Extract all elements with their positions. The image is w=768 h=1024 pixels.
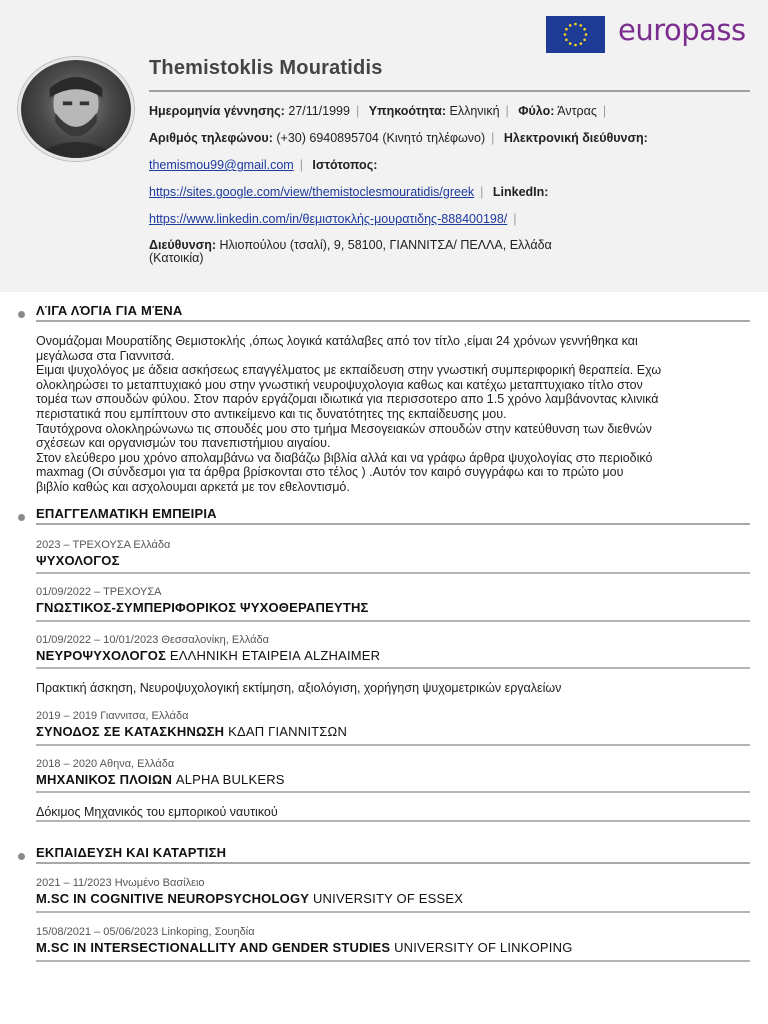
europass-wordmark: europass	[618, 13, 746, 47]
experience-title	[36, 772, 285, 787]
education-institution: UNIVERSITY OF ESSEX	[312, 891, 464, 906]
separator: |	[491, 131, 495, 145]
education-title	[36, 891, 463, 906]
birth-label: Ημερομηνία γέννησης:	[149, 104, 285, 118]
experience-role: ΓΝΩΣΤΙΚΟΣ-ΣΥΜΠΕΡΙΦΟΡΙΚΟΣ ΨΥΧΟΘΕΡΑΠΕΥΤΗΣ	[36, 600, 369, 615]
experience-title	[36, 553, 120, 568]
section-divider	[36, 862, 750, 864]
experience-role: ΜΗΧΑΝΙΚΟΣ ΠΛΟΙΩΝ	[36, 772, 173, 787]
separator: |	[602, 104, 607, 118]
experience-meta: 2023 – ΤΡΕΧΟΥΣΑ Ελλάδα	[36, 539, 171, 551]
experience-meta: 01/09/2022 – 10/01/2023 Θεσσαλονίκη, Ελλάδα	[36, 634, 269, 646]
experience-description: Δόκιμος Μηχανικός του εμπορικού ναυτικού	[36, 805, 278, 819]
experience-org: ΕΛΛΗΝΙΚΗ ΕΤΑΙΡΕΙΑ ALZHAIMER	[169, 648, 381, 663]
about-line: ολοκληρώσει το μεταπτυχιακό μου στην γνωστική νευροψυχολογια καθως και κατέχω μεταπτυχιακο τίτλο στον	[36, 377, 643, 392]
about-line: βιβλίο καθώς και ασχολουμαι αρκετά με τον εθελοντισμό.	[36, 479, 350, 494]
section-divider	[36, 320, 750, 322]
eu-flag-icon	[546, 16, 605, 53]
experience-org: ΚΔΑΠ ΓΙΑΝΝΙΤΣΩΝ	[228, 724, 348, 739]
entry-divider	[36, 620, 750, 622]
about-line: σχέσεων και οργανισμών του πανεπιστήμιου αιγαίου.	[36, 436, 331, 451]
phone-label: Αριθμός τηλεφώνου:	[149, 131, 273, 145]
address-note: (Κατοικία)	[149, 251, 204, 265]
email-link[interactable]: themismou99@gmail.com	[149, 158, 294, 172]
personal-info-line-1	[149, 104, 612, 118]
experience-meta: 2018 – 2020 Αθηνα, Ελλάδα	[36, 758, 175, 770]
section-bullet	[18, 311, 25, 318]
experience-title	[36, 648, 380, 663]
separator: |	[513, 212, 517, 226]
cv-header	[0, 0, 768, 292]
section-divider	[36, 523, 750, 525]
about-text	[36, 334, 736, 495]
about-line: maxmag (Οι σύνδεσμοι για τα άρθρα βρίσκονται στο τέλος ) .Αυτόν τον καιρό συγγράφω και το πρώτο μου	[36, 465, 624, 480]
address-value: Ηλιοπούλου (τσαλί), 9, 58100, ΓΙΑΝΝΙΤΣΑ/ ΠΕΛΛΑ, Ελλάδα	[219, 238, 552, 252]
education-institution: UNIVERSITY OF LINKOPING	[394, 940, 573, 955]
separator: |	[299, 158, 303, 172]
entry-divider	[36, 791, 750, 793]
education-meta: 15/08/2021 – 05/06/2023 Linkoping, Σουηδία	[36, 926, 255, 938]
email-label: Ηλεκτρονική διεύθυνση:	[503, 131, 648, 145]
europass-logo	[546, 13, 756, 54]
experience-org: ALPHA BULKERS	[175, 772, 285, 787]
birth-value: 27/11/1999	[288, 104, 350, 118]
personal-info-line-5	[149, 212, 523, 226]
linkedin-label: LinkedIn:	[492, 185, 549, 199]
experience-role: ΨΥΧΟΛΟΓΟΣ	[36, 553, 120, 568]
experience-role: ΝΕΥΡΟΨΥΧΟΛΟΓΟΣ	[36, 648, 167, 663]
section-bullet	[18, 853, 25, 860]
divider	[149, 90, 750, 92]
experience-title	[36, 600, 369, 615]
profile-photo	[18, 57, 134, 161]
about-line: Ταυτόχρονα ολοκληρώνωνω τις σπουδές μου στο τμήμα Μεσογειακών σπουδών στην κατεύθυνση των διεθνών	[36, 421, 652, 436]
education-meta: 2021 – 11/2023 Ηνωμένο Βασίλειο	[36, 877, 205, 889]
experience-description: Πρακτική άσκηση, Νευροψυχολογική εκτίμηση, αξιολόγιση, χορήγηση ψυχομετρικών εργαλείων	[36, 681, 562, 695]
experience-meta: 2019 – 2019 Γιαννιτσα, Ελλάδα	[36, 710, 189, 722]
gender-label: Φύλο:	[518, 104, 555, 118]
about-section-title: ΛΊΓΑ ΛΌΓΙΑ ΓΙΑ ΜΈΝΑ	[36, 303, 183, 318]
person-name: Themistoklis Mouratidis	[149, 57, 383, 79]
address-label: Διεύθυνση:	[149, 238, 216, 252]
experience-section-title: ΕΠΑΓΓΕΛΜΑΤΙΚΗ ΕΜΠΕΙΡΙΑ	[36, 506, 217, 521]
entry-divider	[36, 820, 750, 822]
education-degree: M.SC IN INTERSECTIONALLITY AND GENDER STUDIES	[36, 940, 391, 955]
education-section-title: ΕΚΠΑΙΔΕΥΣΗ ΚΑΙ ΚΑΤΑΡΤΙΣΗ	[36, 845, 227, 860]
nationality-label: Υπηκοότητα:	[368, 104, 447, 118]
about-line: Ειμαι ψυχολόγος με άδεια ασκήσεως επαγγέλματος με εκπαίδευση στην γνωστική συμπεριφορική θεραπεία. Εχω	[36, 363, 662, 378]
entry-divider	[36, 911, 750, 913]
address-line	[149, 238, 552, 252]
experience-role: ΣΥΝΟΔΟΣ ΣΕ ΚΑΤΑΣΚΗΝΩΣΗ	[36, 724, 225, 739]
about-line: τομέα των σπουδών φύλου. Στον παρόν εργάζομαι ιδιωτικά για περισσοτερο απο 1.5 χρόνο λαμβάνοντας κλινικά	[36, 392, 659, 407]
website-link[interactable]: https://sites.google.com/view/themistoclesmouratidis/greek	[149, 185, 475, 199]
education-degree: M.SC IN COGNITIVE NEUROPSYCHOLOGY	[36, 891, 310, 906]
experience-meta: 01/09/2022 – ΤΡΕΧΟΥΣΑ	[36, 586, 162, 598]
entry-divider	[36, 960, 750, 962]
gender-value: Άντρας	[557, 104, 597, 118]
separator: |	[505, 104, 509, 118]
section-bullet	[18, 514, 25, 521]
about-line: Ονομάζομαι Μουρατίδης Θεμιστοκλής ,όπως λογικά κατάλαβες από τον τίτλο ,είμαι 24 χρόνων γεννήθηκα και	[36, 334, 638, 348]
personal-info-line-2	[149, 131, 648, 145]
entry-divider	[36, 744, 750, 746]
education-title	[36, 940, 573, 955]
separator: |	[355, 104, 360, 118]
about-line: Στον ελεύθερο μου χρόνο απολαμβάνω να διαβάζω βιβλία αλλά και να γράφω άρθρα ψυχολογίας στο περιοδικό	[36, 450, 653, 465]
phone-value: (+30) 6940895704 (Κινητό τηλέφωνο)	[276, 131, 486, 145]
separator: |	[480, 185, 484, 199]
website-label: Ιστότοπος:	[312, 158, 378, 172]
about-line: περιστατικά που εμπίπτουν στο αντικείμενο και τις δυνατότητες της εκπαίδευσης μου.	[36, 406, 507, 421]
entry-divider	[36, 572, 750, 574]
personal-info-line-3	[149, 158, 377, 172]
entry-divider	[36, 667, 750, 669]
person-silhouette-icon	[21, 60, 131, 158]
about-line: μεγάλωσα στα Γιαννιτσά.	[36, 348, 175, 363]
experience-title	[36, 724, 347, 739]
nationality-value: Ελληνική	[449, 104, 500, 118]
personal-info-line-4	[149, 185, 548, 199]
linkedin-link[interactable]: https://www.linkedin.com/in/θεμιστοκλής-μουρατιδης-888400198/	[149, 212, 508, 226]
